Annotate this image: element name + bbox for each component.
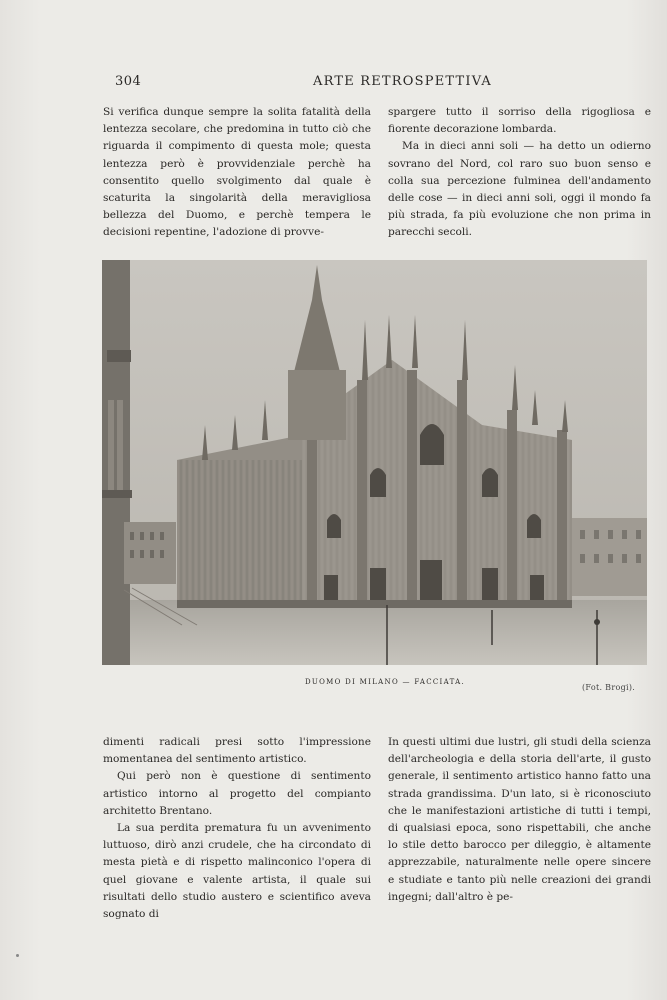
paragraph: In questi ultimi due lustri, gli studi della scienza dell'archeologia e della storia dell'arte, il gusto generale, il sentimento artistico hanno fatto una strada grandissima. D'un lato, si è riconosciuto che le manifestazioni artistiche di tutti i tempi, di qualsiasi epoca, sono rispettabili, che anche lo stile detto barocco per dileggio, è altamente apprezzabile, naturalmente nelle opere sincere e studiate e tanto più nelle creazioni dei grandi ingegni; dall'altro è pe- [388,736,651,903]
piazza [102,600,647,665]
paragraph: Ma in dieci anni soli — ha detto un odierno sovrano del Nord, col raro suo buon senso e colla sua percezione fulminea dell'andamento delle cose — in dieci anni soli, oggi il mondo fa più strada, fa più evoluzione che non prima in parecchi secoli. [388,140,651,239]
paper-speck [16,954,19,957]
running-title: ARTE RETROSPETTIVA [313,74,492,89]
figure-caption: DUOMO DI MILANO — FACCIATA. [305,678,466,686]
top-right-column [388,104,651,242]
paragraph: Si verifica dunque sempre la solita fatalità della lentezza secolare, che predomina in tutto ciò che riguarda il compimento di questa mole; questa lentezza però è provvidenziale perchè ha consentito quello svolgimento dal quale è scaturita la singolarità della meravigliosa bellezza del Duomo, e perchè tempera le decisioni repentine, l'adozione di provve- [103,106,371,239]
running-header [115,74,650,92]
central-window [420,424,444,465]
duomo-photograph [102,260,647,665]
left-building [102,260,130,665]
paragraph: La sua perdita prematura fu un avvenimento luttuoso, dirò anzi crudele, che ha circondato di mesta pietà e di rispetto malinconico l'opera di quel giovane e valente artista, il quale sui risultati dello studio austero e scientifico aveva sognato di [103,822,371,921]
paragraph: Qui però non è questione di sentimento artistico intorno al progetto del compianto architetto Brentano. [103,770,371,817]
cathedral-illustration [102,260,647,665]
top-left-column [103,104,371,242]
paragraph: dimenti radicali presi sotto l'impressione momentanea del sentimento artistico. [103,736,371,766]
bottom-right-column [388,734,651,906]
paragraph: spargere tutto il sorriso della rigogliosa e fiorente decorazione lombarda. [388,106,651,136]
bottom-left-column [103,734,371,923]
photo-credit: (Fot. Brogi). [582,683,636,692]
page-number: 304 [115,74,142,89]
